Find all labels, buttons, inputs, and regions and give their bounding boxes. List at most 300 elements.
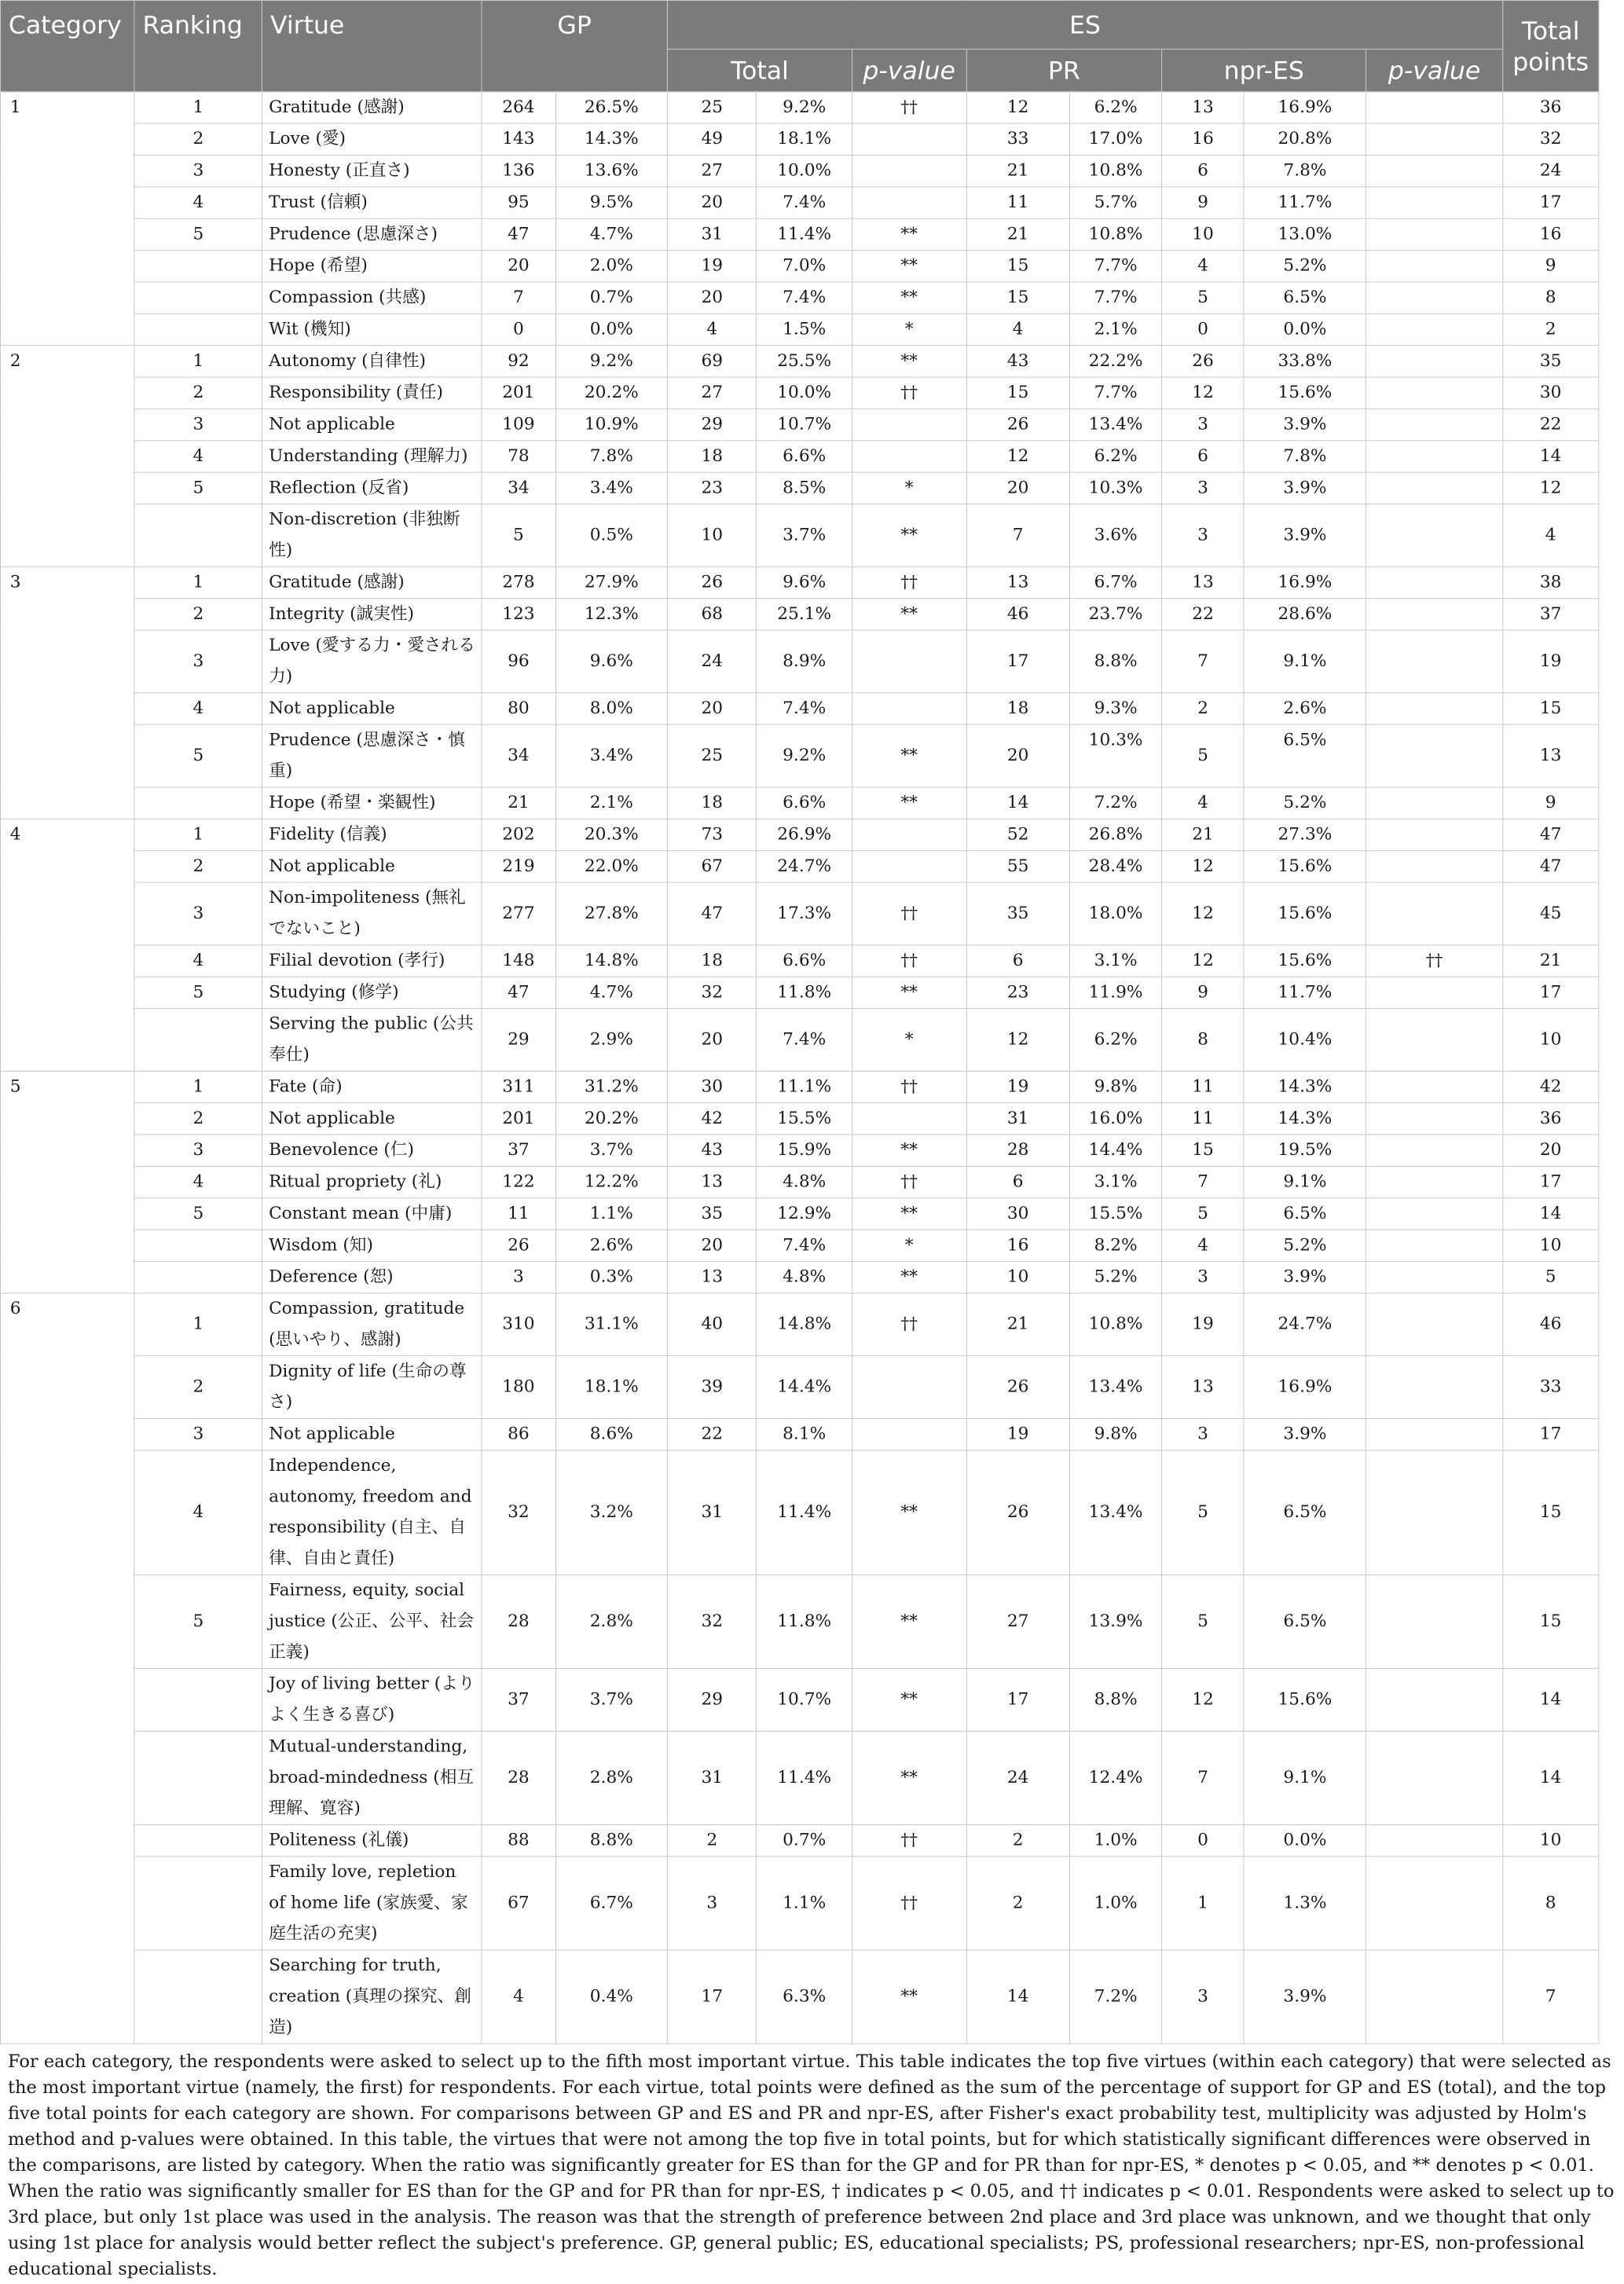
es-pct-cell: 9.6% <box>757 566 852 598</box>
pr-pct-cell: 8.2% <box>1069 1230 1161 1261</box>
category-cell: 3 <box>0 566 134 819</box>
pr-p-cell <box>1366 92 1503 123</box>
npr-pct-cell: 5.2% <box>1244 1230 1366 1261</box>
pr-n-cell: 4 <box>966 313 1069 345</box>
table-row <box>0 851 1598 882</box>
ranking-cell: 3 <box>134 1135 262 1166</box>
total-cell: 17 <box>1502 187 1599 218</box>
ranking-cell: 3 <box>134 882 262 945</box>
pr-p-cell <box>1366 1731 1503 1824</box>
virtue-cell: Independence, autonomy, freedom and responsibility (自主、自律、自由と責任) <box>262 1450 482 1575</box>
pr-pct-cell: 10.8% <box>1069 218 1161 250</box>
es-n-cell: 26 <box>668 566 757 598</box>
gp-pct-cell: 0.7% <box>555 282 668 313</box>
es-pct-cell: 9.2% <box>757 724 852 787</box>
table-row <box>0 377 1598 409</box>
pr-pct-cell: 13.9% <box>1069 1575 1161 1668</box>
pr-n-cell: 23 <box>966 977 1069 1008</box>
es-pct-cell: 24.7% <box>757 851 852 882</box>
npr-n-cell: 4 <box>1162 251 1244 282</box>
table-row <box>0 1166 1598 1197</box>
es-p-cell: †† <box>852 1857 966 1950</box>
pr-pct-cell: 8.8% <box>1069 1669 1161 1732</box>
virtue-cell: Non-impoliteness (無礼でないこと) <box>262 882 482 945</box>
ranking-cell: 5 <box>134 724 262 787</box>
npr-pct-cell: 15.6% <box>1244 1669 1366 1732</box>
pr-n-cell: 17 <box>966 630 1069 693</box>
table-footnote: For each category, the respondents were asked to select up to the fifth most important virtue. This table indicates the top five virtues (within each category) that were selected as the most important virtue (namely, the first) for respondents. For each virtue, total points were defined as the sum of the percentage of support for GP and ES (total), and the top five total points for each category are shown. For comparisons between GP and ES and PR and npr-ES, after Fisher's exact probability test, multiplicity was adjusted by Holm's method and p-values were obtained. In this table, the virtues that were not among the top five in total points, but for which statistically significant differences were observed in the comparisons, are listed by category. When the ratio was significantly greater for ES than for the GP and for PR than for npr-ES, * denotes p < 0.05, and ** denotes p < 0.01. When the ratio was significantly smaller for ES than for the GP and for PR than for npr-ES, † indicates p < 0.05, and †† indicates p < 0.01. Respondents were asked to select up to 3rd place, but only 1st place was used in the analysis. The reason was that the strength of preference between 2nd place and 3rd place was unknown, and we thought that only using 1st place for analysis would better reflect the subject's preference. GP, general public; ES, educational specialists; PS, professional researchers; npr-ES, non-professional educational specialists. <box>8 2051 1615 2279</box>
es-pct-cell: 7.4% <box>757 1009 852 1072</box>
ranking-cell <box>134 1731 262 1824</box>
total-cell: 8 <box>1502 1857 1599 1950</box>
npr-n-cell: 12 <box>1162 1669 1244 1732</box>
header-npr-es: npr-ES <box>1162 49 1366 92</box>
gp-n-cell: 28 <box>482 1731 555 1824</box>
gp-n-cell: 92 <box>482 346 555 377</box>
virtue-cell: Searching for truth, creation (真理の探究、創造) <box>262 1950 482 2044</box>
es-n-cell: 24 <box>668 630 757 693</box>
pr-pct-cell: 1.0% <box>1069 1824 1161 1856</box>
es-n-cell: 13 <box>668 1262 757 1293</box>
es-n-cell: 25 <box>668 92 757 123</box>
pr-p-cell <box>1366 599 1503 630</box>
table-row <box>0 1071 1598 1102</box>
header-es-pvalue: p-value <box>852 49 966 92</box>
ranking-cell <box>134 1262 262 1293</box>
total-cell: 14 <box>1502 1731 1599 1824</box>
pr-n-cell: 28 <box>966 1135 1069 1166</box>
es-pct-cell: 11.4% <box>757 1731 852 1824</box>
ranking-cell: 1 <box>134 92 262 123</box>
pr-p-cell <box>1366 1262 1503 1293</box>
total-cell: 9 <box>1502 251 1599 282</box>
npr-pct-cell: 9.1% <box>1244 1166 1366 1197</box>
table-row <box>0 441 1598 472</box>
npr-pct-cell: 11.7% <box>1244 977 1366 1008</box>
gp-n-cell: 95 <box>482 187 555 218</box>
npr-n-cell: 0 <box>1162 313 1244 345</box>
pr-p-cell <box>1366 1669 1503 1732</box>
gp-pct-cell: 3.4% <box>555 724 668 787</box>
es-p-cell: ** <box>852 251 966 282</box>
pr-n-cell: 10 <box>966 1262 1069 1293</box>
npr-pct-cell: 14.3% <box>1244 1103 1366 1135</box>
virtue-cell: Serving the public (公共奉仕) <box>262 1009 482 1072</box>
table-row <box>0 313 1598 345</box>
pr-pct-cell: 8.8% <box>1069 630 1161 693</box>
gp-n-cell: 37 <box>482 1135 555 1166</box>
total-cell: 32 <box>1502 123 1599 155</box>
gp-pct-cell: 9.6% <box>555 630 668 693</box>
virtue-cell: Wit (機知) <box>262 313 482 345</box>
npr-pct-cell: 19.5% <box>1244 1135 1366 1166</box>
es-pct-cell: 11.8% <box>757 1575 852 1668</box>
table-row <box>0 1575 1598 1668</box>
pr-n-cell: 27 <box>966 1575 1069 1668</box>
pr-p-cell <box>1366 1824 1503 1856</box>
es-n-cell: 27 <box>668 377 757 409</box>
virtue-cell: Understanding (理解力) <box>262 441 482 472</box>
npr-pct-cell: 3.9% <box>1244 504 1366 567</box>
pr-n-cell: 35 <box>966 882 1069 945</box>
npr-n-cell: 12 <box>1162 882 1244 945</box>
es-p-cell: ** <box>852 1198 966 1230</box>
npr-pct-cell: 3.9% <box>1244 1262 1366 1293</box>
gp-n-cell: 3 <box>482 1262 555 1293</box>
pr-p-cell <box>1366 409 1503 440</box>
npr-pct-cell: 6.5% <box>1244 1198 1366 1230</box>
header-total-points: Total points <box>1502 0 1599 91</box>
ranking-cell: 4 <box>134 1450 262 1575</box>
total-cell: 15 <box>1502 1450 1599 1575</box>
es-pct-cell: 7.4% <box>757 1230 852 1261</box>
npr-pct-cell: 3.9% <box>1244 472 1366 504</box>
virtue-cell: Love (愛) <box>262 123 482 155</box>
pr-p-cell <box>1366 630 1503 693</box>
gp-n-cell: 277 <box>482 882 555 945</box>
total-cell: 36 <box>1502 92 1599 123</box>
gp-n-cell: 47 <box>482 977 555 1008</box>
pr-n-cell: 17 <box>966 1669 1069 1732</box>
pr-n-cell: 19 <box>966 1418 1069 1450</box>
ranking-cell <box>134 1230 262 1261</box>
virtue-cell: Deference (恕) <box>262 1262 482 1293</box>
ranking-cell: 4 <box>134 441 262 472</box>
npr-n-cell: 8 <box>1162 1009 1244 1072</box>
es-pct-cell: 7.0% <box>757 251 852 282</box>
table-row <box>0 155 1598 186</box>
ranking-cell: 1 <box>134 1293 262 1356</box>
table-row <box>0 346 1598 377</box>
pr-p-cell <box>1366 472 1503 504</box>
pr-n-cell: 21 <box>966 155 1069 186</box>
npr-pct-cell: 33.8% <box>1244 346 1366 377</box>
total-cell: 35 <box>1502 346 1599 377</box>
pr-p-cell <box>1366 1071 1503 1102</box>
ranking-cell: 2 <box>134 851 262 882</box>
virtue-cell: Ritual propriety (礼) <box>262 1166 482 1197</box>
gp-pct-cell: 2.8% <box>555 1731 668 1824</box>
es-pct-cell: 11.4% <box>757 1450 852 1575</box>
es-n-cell: 4 <box>668 313 757 345</box>
pr-n-cell: 12 <box>966 441 1069 472</box>
pr-n-cell: 20 <box>966 724 1069 787</box>
category-cell: 2 <box>0 346 134 567</box>
total-cell: 38 <box>1502 566 1599 598</box>
npr-n-cell: 3 <box>1162 472 1244 504</box>
npr-n-cell: 0 <box>1162 1824 1244 1856</box>
es-p-cell: ** <box>852 599 966 630</box>
pr-pct-cell: 16.0% <box>1069 1103 1161 1135</box>
npr-pct-cell: 2.6% <box>1244 693 1366 724</box>
gp-pct-cell: 9.2% <box>555 346 668 377</box>
npr-n-cell: 4 <box>1162 787 1244 819</box>
es-p-cell: ** <box>852 724 966 787</box>
total-cell: 15 <box>1502 1575 1599 1668</box>
es-p-cell: †† <box>852 1166 966 1197</box>
gp-pct-cell: 3.4% <box>555 472 668 504</box>
gp-n-cell: 20 <box>482 251 555 282</box>
npr-n-cell: 12 <box>1162 377 1244 409</box>
pr-p-cell <box>1366 218 1503 250</box>
header-pr-pvalue: p-value <box>1366 49 1503 92</box>
pr-p-cell <box>1366 1166 1503 1197</box>
pr-p-cell <box>1366 346 1503 377</box>
pr-n-cell: 12 <box>966 1009 1069 1072</box>
gp-pct-cell: 18.1% <box>555 1356 668 1419</box>
pr-pct-cell: 10.8% <box>1069 1293 1161 1356</box>
table-row <box>0 819 1598 850</box>
gp-n-cell: 28 <box>482 1575 555 1668</box>
ranking-cell: 4 <box>134 945 262 977</box>
gp-n-cell: 264 <box>482 92 555 123</box>
virtue-cell: Family love, repletion of home life (家族愛、家庭生活の充実) <box>262 1857 482 1950</box>
npr-pct-cell: 0.0% <box>1244 313 1366 345</box>
npr-n-cell: 7 <box>1162 630 1244 693</box>
virtue-cell: Not applicable <box>262 1418 482 1450</box>
npr-pct-cell: 13.0% <box>1244 218 1366 250</box>
virtue-cell: Trust (信頼) <box>262 187 482 218</box>
npr-pct-cell: 3.9% <box>1244 1950 1366 2044</box>
es-pct-cell: 14.8% <box>757 1293 852 1356</box>
ranking-cell: 2 <box>134 1356 262 1419</box>
pr-p-cell <box>1366 1198 1503 1230</box>
pr-n-cell: 15 <box>966 251 1069 282</box>
npr-n-cell: 11 <box>1162 1103 1244 1135</box>
gp-n-cell: 278 <box>482 566 555 598</box>
virtue-cell: Studying (修学) <box>262 977 482 1008</box>
es-p-cell: ** <box>852 282 966 313</box>
gp-n-cell: 88 <box>482 1824 555 1856</box>
table-row <box>0 787 1598 819</box>
npr-pct-cell: 6.5% <box>1244 1575 1366 1668</box>
pr-pct-cell: 18.0% <box>1069 882 1161 945</box>
gp-pct-cell: 0.4% <box>555 1950 668 2044</box>
ranking-cell: 3 <box>134 155 262 186</box>
pr-pct-cell: 7.2% <box>1069 1950 1161 2044</box>
header-ranking: Ranking <box>134 0 262 91</box>
es-p-cell <box>852 187 966 218</box>
pr-pct-cell: 14.4% <box>1069 1135 1161 1166</box>
npr-pct-cell: 0.0% <box>1244 1824 1366 1856</box>
es-n-cell: 30 <box>668 1071 757 1102</box>
pr-pct-cell: 13.4% <box>1069 409 1161 440</box>
gp-pct-cell: 7.8% <box>555 441 668 472</box>
es-n-cell: 43 <box>668 1135 757 1166</box>
ranking-cell: 4 <box>134 187 262 218</box>
pr-pct-cell: 10.8% <box>1069 155 1161 186</box>
es-p-cell: * <box>852 1230 966 1261</box>
es-pct-cell: 7.4% <box>757 693 852 724</box>
gp-pct-cell: 6.7% <box>555 1857 668 1950</box>
es-pct-cell: 1.1% <box>757 1857 852 1950</box>
gp-pct-cell: 0.5% <box>555 504 668 567</box>
virtue-cell: Benevolence (仁) <box>262 1135 482 1166</box>
npr-n-cell: 9 <box>1162 977 1244 1008</box>
ranking-cell: 5 <box>134 977 262 1008</box>
table-row <box>0 1135 1598 1166</box>
table-row <box>0 218 1598 250</box>
pr-n-cell: 15 <box>966 377 1069 409</box>
pr-pct-cell: 3.1% <box>1069 945 1161 977</box>
gp-pct-cell: 31.1% <box>555 1293 668 1356</box>
virtue-cell: Mutual-understanding, broad-mindedness (相互理解、寛容) <box>262 1731 482 1824</box>
table-row <box>0 1669 1598 1732</box>
gp-pct-cell: 13.6% <box>555 155 668 186</box>
es-n-cell: 47 <box>668 882 757 945</box>
npr-n-cell: 2 <box>1162 693 1244 724</box>
pr-n-cell: 12 <box>966 92 1069 123</box>
category-cell: 6 <box>0 1293 134 2044</box>
table-row <box>0 1262 1598 1293</box>
es-p-cell: ** <box>852 1575 966 1668</box>
pr-p-cell <box>1366 566 1503 598</box>
es-n-cell: 10 <box>668 504 757 567</box>
virtue-cell: Hope (希望) <box>262 251 482 282</box>
gp-n-cell: 80 <box>482 693 555 724</box>
gp-n-cell: 47 <box>482 218 555 250</box>
es-pct-cell: 15.9% <box>757 1135 852 1166</box>
npr-n-cell: 13 <box>1162 92 1244 123</box>
gp-n-cell: 136 <box>482 155 555 186</box>
es-p-cell: †† <box>852 945 966 977</box>
gp-pct-cell: 2.6% <box>555 1230 668 1261</box>
es-p-cell: ** <box>852 504 966 567</box>
es-n-cell: 20 <box>668 187 757 218</box>
pr-p-cell <box>1366 724 1503 787</box>
npr-n-cell: 6 <box>1162 155 1244 186</box>
header-es: ES <box>668 0 1503 49</box>
es-p-cell <box>852 1356 966 1419</box>
es-n-cell: 18 <box>668 945 757 977</box>
pr-n-cell: 6 <box>966 945 1069 977</box>
es-n-cell: 20 <box>668 1009 757 1072</box>
total-cell: 14 <box>1502 1669 1599 1732</box>
virtue-cell: Hope (希望・楽観性) <box>262 787 482 819</box>
es-p-cell: †† <box>852 566 966 598</box>
total-cell: 10 <box>1502 1009 1599 1072</box>
es-n-cell: 29 <box>668 1669 757 1732</box>
pr-n-cell: 24 <box>966 1731 1069 1824</box>
es-n-cell: 31 <box>668 218 757 250</box>
pr-n-cell: 26 <box>966 1450 1069 1575</box>
pr-pct-cell: 5.7% <box>1069 187 1161 218</box>
gp-n-cell: 67 <box>482 1857 555 1950</box>
ranking-cell: 3 <box>134 630 262 693</box>
pr-n-cell: 7 <box>966 504 1069 567</box>
pr-p-cell <box>1366 504 1503 567</box>
gp-pct-cell: 14.3% <box>555 123 668 155</box>
gp-n-cell: 86 <box>482 1418 555 1450</box>
gp-pct-cell: 2.1% <box>555 787 668 819</box>
table-row <box>0 1009 1598 1072</box>
total-cell: 17 <box>1502 977 1599 1008</box>
es-n-cell: 23 <box>668 472 757 504</box>
gp-pct-cell: 22.0% <box>555 851 668 882</box>
total-cell: 10 <box>1502 1824 1599 1856</box>
total-cell: 42 <box>1502 1071 1599 1102</box>
pr-pct-cell: 6.7% <box>1069 566 1161 598</box>
gp-n-cell: 180 <box>482 1356 555 1419</box>
pr-pct-cell: 11.9% <box>1069 977 1161 1008</box>
ranking-cell: 5 <box>134 1198 262 1230</box>
npr-pct-cell: 9.1% <box>1244 1731 1366 1824</box>
table-row <box>0 1230 1598 1261</box>
es-p-cell <box>852 441 966 472</box>
table-row <box>0 123 1598 155</box>
ranking-cell <box>134 1824 262 1856</box>
npr-n-cell: 3 <box>1162 504 1244 567</box>
table-row <box>0 472 1598 504</box>
gp-n-cell: 122 <box>482 1166 555 1197</box>
virtue-cell: Not applicable <box>262 409 482 440</box>
es-p-cell <box>852 409 966 440</box>
pr-pct-cell: 3.1% <box>1069 1166 1161 1197</box>
gp-pct-cell: 12.3% <box>555 599 668 630</box>
es-p-cell <box>852 851 966 882</box>
pr-n-cell: 18 <box>966 693 1069 724</box>
es-pct-cell: 4.8% <box>757 1262 852 1293</box>
virtue-cell: Constant mean (中庸) <box>262 1198 482 1230</box>
es-pct-cell: 14.4% <box>757 1356 852 1419</box>
npr-pct-cell: 15.6% <box>1244 882 1366 945</box>
total-cell: 10 <box>1502 1230 1599 1261</box>
pr-pct-cell: 15.5% <box>1069 1198 1161 1230</box>
pr-pct-cell: 12.4% <box>1069 1731 1161 1824</box>
pr-p-cell <box>1366 1450 1503 1575</box>
es-n-cell: 32 <box>668 977 757 1008</box>
table-row <box>0 1356 1598 1419</box>
pr-n-cell: 6 <box>966 1166 1069 1197</box>
pr-pct-cell: 26.8% <box>1069 819 1161 850</box>
es-p-cell: ** <box>852 218 966 250</box>
table-row <box>0 1857 1598 1950</box>
ranking-cell <box>134 1009 262 1072</box>
pr-pct-cell: 7.7% <box>1069 377 1161 409</box>
es-p-cell: * <box>852 1009 966 1072</box>
table-row <box>0 882 1598 945</box>
table-row <box>0 187 1598 218</box>
es-n-cell: 19 <box>668 251 757 282</box>
es-pct-cell: 6.6% <box>757 945 852 977</box>
npr-pct-cell: 7.8% <box>1244 155 1366 186</box>
es-n-cell: 42 <box>668 1103 757 1135</box>
npr-n-cell: 3 <box>1162 1262 1244 1293</box>
gp-n-cell: 148 <box>482 945 555 977</box>
pr-p-cell <box>1366 882 1503 945</box>
total-cell: 8 <box>1502 282 1599 313</box>
ranking-cell: 2 <box>134 123 262 155</box>
es-n-cell: 31 <box>668 1450 757 1575</box>
gp-n-cell: 201 <box>482 377 555 409</box>
pr-pct-cell: 1.0% <box>1069 1857 1161 1950</box>
gp-pct-cell: 12.2% <box>555 1166 668 1197</box>
es-p-cell: ** <box>852 1731 966 1824</box>
virtue-cell: Wisdom (知) <box>262 1230 482 1261</box>
pr-p-cell <box>1366 1356 1503 1419</box>
npr-pct-cell: 15.6% <box>1244 851 1366 882</box>
pr-n-cell: 19 <box>966 1071 1069 1102</box>
es-pct-cell: 25.1% <box>757 599 852 630</box>
virtue-cell: Prudence (思慮深さ・慎重) <box>262 724 482 787</box>
es-pct-cell: 10.0% <box>757 377 852 409</box>
pr-n-cell: 2 <box>966 1857 1069 1950</box>
es-p-cell: * <box>852 472 966 504</box>
pr-pct-cell: 28.4% <box>1069 851 1161 882</box>
npr-n-cell: 7 <box>1162 1731 1244 1824</box>
npr-pct-cell: 1.3% <box>1244 1857 1366 1950</box>
gp-pct-cell: 26.5% <box>555 92 668 123</box>
